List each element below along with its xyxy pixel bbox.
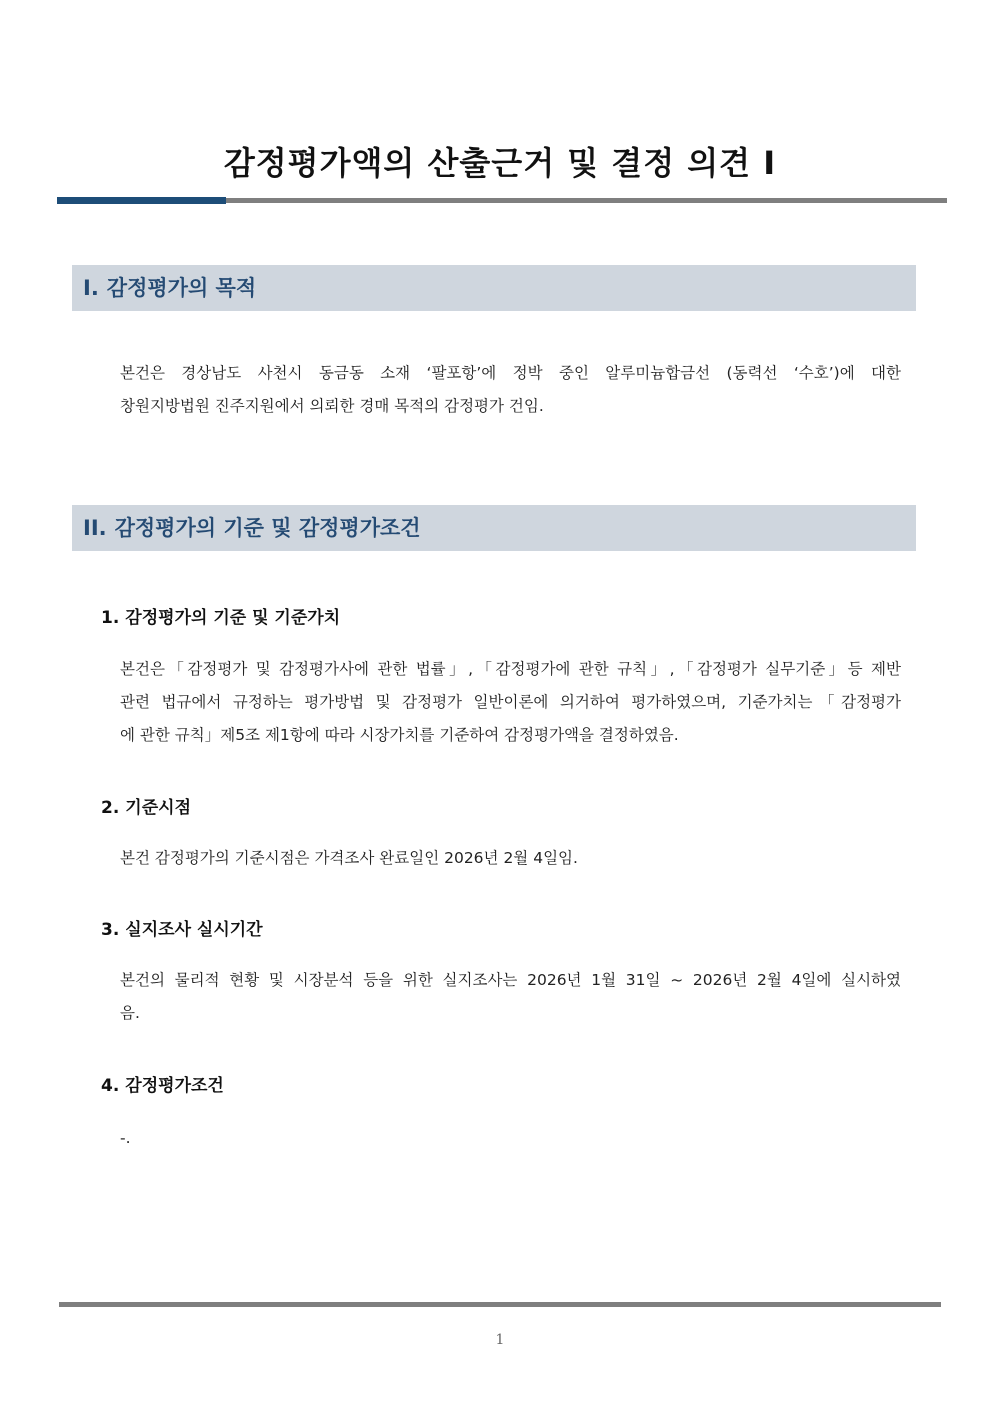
title-accent-rule [57,197,226,204]
footer-divider-rule [59,1302,941,1307]
subsection-heading-base-date [101,793,191,818]
page-title: 감정평가액의 산출근거 및 결정 의견 I [223,144,777,182]
paragraph-line: 에 관한 규칙」제5조 제1항에 따라 시장가치를 기준하여 감정평가액을 결정하였음. [120,726,679,744]
section-title: 감정평가의 기준 및 감정평가조건 [114,516,421,540]
base-date-paragraph [120,842,901,875]
paragraph-line: 관련 법규에서 규정하는 평가방법 및 감정평가 일반이론에 의거하여 평가하였으며, 기준가치는「감정평가 [120,693,901,711]
inspection-period-paragraph [120,964,901,1030]
section-heading-criteria [72,505,916,551]
paragraph-line: 본건은 경상남도 사천시 동금동 소재 ‘팔포항’에 정박 중인 알루미늄합금선 (동력선 ‘수호’)에 대한 [120,364,901,382]
subsection-number: 2. [101,798,120,818]
page-number: 1 [495,1332,505,1348]
paragraph-line: 음. [120,1004,140,1022]
section-number: II. [83,516,107,540]
paragraph-line: 창원지방법원 진주지원에서 의뢰한 경매 목적의 감정평가 건임. [120,397,544,415]
paragraph-line: -. [120,1129,131,1147]
subsection-heading-inspection-period [101,915,263,940]
subsection-number: 1. [101,608,120,628]
paragraph-line: 본건은「감정평가 및 감정평가사에 관한 법률」,「감정평가에 관한 규칙」,「감정평가 실무기준」등 제반 [120,660,901,678]
title-divider-rule [226,198,947,203]
section-number: I. [83,276,99,300]
subsection-number: 4. [101,1076,120,1096]
section-heading-purpose [72,265,916,311]
subsection-number: 3. [101,920,120,940]
subsection-heading-standard-value [101,603,340,628]
paragraph-line: 본건 감정평가의 기준시점은 가격조사 완료일인 2026년 2월 4일임. [120,849,578,867]
subsection-heading-conditions [101,1071,224,1096]
standard-value-paragraph [120,653,901,752]
subsection-title: 기준시점 [125,798,191,818]
section-title: 감정평가의 목적 [106,276,257,300]
purpose-paragraph [120,357,901,423]
subsection-title: 실지조사 실시기간 [125,920,263,940]
paragraph-line: 본건의 물리적 현황 및 시장분석 등을 위한 실지조사는 2026년 1월 31일 ~ 2026년 2월 4일에 실시하였 [120,971,901,989]
subsection-title: 감정평가의 기준 및 기준가치 [125,608,341,628]
conditions-paragraph [120,1122,901,1155]
subsection-title: 감정평가조건 [125,1076,224,1096]
